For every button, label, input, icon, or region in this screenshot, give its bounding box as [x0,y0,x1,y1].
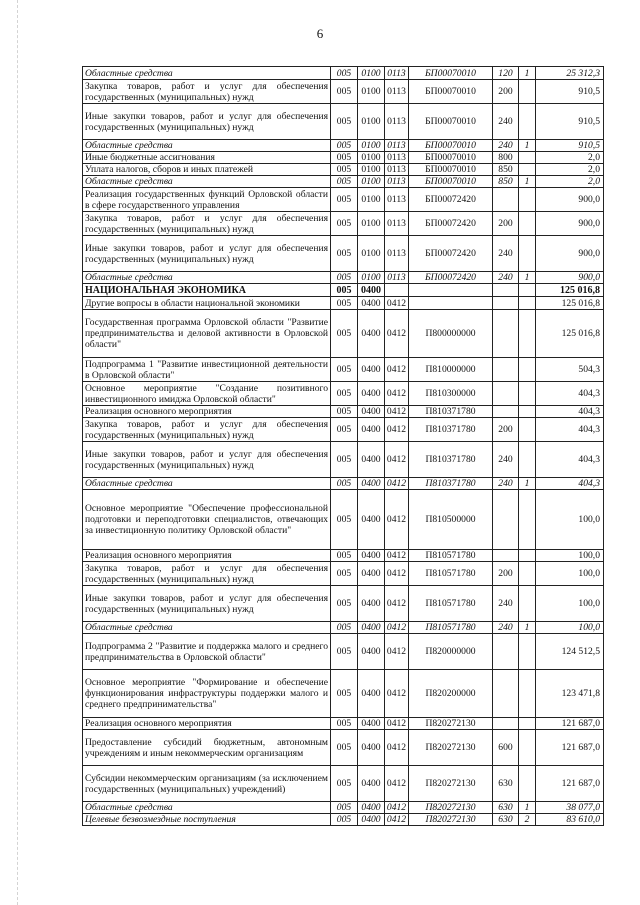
cell-section: 0400 [358,406,385,418]
cell-department: 005 [331,418,358,442]
cell-section: 0400 [358,442,385,478]
cell-section: 0400 [358,550,385,562]
cell-expense-type [493,670,519,718]
cell-source: 1 [519,478,536,490]
cell-subsection: 0113 [385,236,409,272]
cell-section: 0400 [358,297,385,310]
table-row [83,80,604,104]
cell-target-article: П810571780 [409,586,493,622]
cell-expense-type: 630 [493,814,519,826]
cell-name: Областные средства [83,272,331,284]
cell-department: 005 [331,670,358,718]
table-row [83,490,604,550]
cell-source [519,212,536,236]
cell-subsection: 0412 [385,802,409,814]
cell-target-article: БП00070010 [409,164,493,176]
table-row [83,670,604,718]
cell-section: 0100 [358,236,385,272]
cell-amount: 100,0 [536,550,604,562]
cell-source [519,490,536,550]
table-row [83,634,604,670]
cell-section: 0100 [358,188,385,212]
cell-section: 0100 [358,104,385,140]
cell-department: 005 [331,382,358,406]
table-row [83,67,604,80]
cell-department: 005 [331,188,358,212]
cell-source [519,284,536,297]
cell-amount: 404,3 [536,478,604,490]
cell-department: 005 [331,284,358,297]
cell-section: 0400 [358,478,385,490]
cell-amount: 100,0 [536,586,604,622]
cell-subsection: 0113 [385,212,409,236]
cell-source [519,550,536,562]
cell-amount: 900,0 [536,272,604,284]
cell-name: НАЦИОНАЛЬНАЯ ЭКОНОМИКА [83,284,331,297]
cell-expense-type: 800 [493,152,519,164]
cell-amount: 25 312,3 [536,67,604,80]
cell-department: 005 [331,104,358,140]
cell-source [519,418,536,442]
cell-section: 0400 [358,382,385,406]
table-row [83,140,604,152]
cell-expense-type: 630 [493,802,519,814]
cell-department: 005 [331,358,358,382]
cell-expense-type [493,382,519,406]
cell-name: Иные закупки товаров, работ и услуг для обеспечения государственных (муниципальных) нужд [83,442,331,478]
cell-target-article: П820272130 [409,802,493,814]
cell-amount: 404,3 [536,442,604,478]
cell-amount: 38 077,0 [536,802,604,814]
cell-department: 005 [331,586,358,622]
cell-source: 1 [519,622,536,634]
cell-subsection [385,284,409,297]
cell-source [519,80,536,104]
cell-department: 005 [331,766,358,802]
cell-department: 005 [331,176,358,188]
cell-department: 005 [331,634,358,670]
cell-department: 005 [331,67,358,80]
cell-source [519,406,536,418]
cell-name: Другие вопросы в области национальной экономики [83,297,331,310]
table-row [83,176,604,188]
cell-amount: 2,0 [536,164,604,176]
cell-source [519,164,536,176]
cell-target-article: П820272130 [409,730,493,766]
cell-subsection: 0412 [385,297,409,310]
cell-amount: 504,3 [536,358,604,382]
cell-amount: 100,0 [536,562,604,586]
cell-amount: 900,0 [536,212,604,236]
cell-source [519,152,536,164]
cell-subsection: 0113 [385,188,409,212]
cell-amount: 404,3 [536,406,604,418]
cell-name: Реализация основного мероприятия [83,718,331,730]
cell-department: 005 [331,802,358,814]
cell-section: 0400 [358,562,385,586]
cell-section: 0400 [358,490,385,550]
cell-section: 0100 [358,176,385,188]
cell-name: Областные средства [83,802,331,814]
table-row [83,718,604,730]
cell-target-article: П820000000 [409,634,493,670]
cell-expense-type: 240 [493,478,519,490]
cell-expense-type [493,406,519,418]
cell-section: 0400 [358,766,385,802]
cell-name: Областные средства [83,622,331,634]
table-row [83,766,604,802]
cell-source [519,562,536,586]
cell-name: Закупка товаров, работ и услуг для обеспечения государственных (муниципальных) нужд [83,80,331,104]
table-row [83,802,604,814]
table-row [83,188,604,212]
cell-name: Подпрограмма 1 "Развитие инвестиционной деятельности в Орловской области" [83,358,331,382]
cell-section: 0400 [358,622,385,634]
cell-section: 0400 [358,358,385,382]
cell-target-article: П810571780 [409,562,493,586]
cell-expense-type: 240 [493,586,519,622]
table-row [83,104,604,140]
cell-amount: 100,0 [536,490,604,550]
cell-source: 1 [519,67,536,80]
cell-subsection: 0412 [385,478,409,490]
cell-expense-type: 240 [493,104,519,140]
cell-name: Подпрограмма 2 "Развитие и поддержка малого и среднего предпринимательства в Орловской области" [83,634,331,670]
cell-expense-type [493,284,519,297]
cell-section: 0400 [358,718,385,730]
cell-expense-type: 240 [493,140,519,152]
cell-department: 005 [331,297,358,310]
cell-subsection: 0113 [385,104,409,140]
cell-target-article: БП00072420 [409,272,493,284]
cell-expense-type [493,188,519,212]
cell-source [519,358,536,382]
cell-department: 005 [331,80,358,104]
cell-target-article: П810000000 [409,358,493,382]
cell-source [519,718,536,730]
cell-subsection: 0412 [385,814,409,826]
cell-expense-type: 240 [493,442,519,478]
cell-source: 1 [519,272,536,284]
cell-name: Закупка товаров, работ и услуг для обеспечения государственных (муниципальных) нужд [83,212,331,236]
cell-name: Реализация основного мероприятия [83,406,331,418]
cell-name: Государственная программа Орловской области "Развитие предпринимательства и деловой активности в Орловской области" [83,310,331,358]
cell-target-article: БП00070010 [409,104,493,140]
table-row [83,442,604,478]
cell-target-article: П810371780 [409,406,493,418]
cell-expense-type: 630 [493,766,519,802]
cell-source [519,297,536,310]
cell-expense-type: 240 [493,236,519,272]
cell-section: 0100 [358,272,385,284]
cell-amount: 124 512,5 [536,634,604,670]
cell-section: 0400 [358,670,385,718]
cell-amount: 910,5 [536,104,604,140]
cell-source [519,236,536,272]
cell-source: 2 [519,814,536,826]
cell-target-article: П810371780 [409,418,493,442]
cell-expense-type: 850 [493,164,519,176]
cell-name: Закупка товаров, работ и услуг для обеспечения государственных (муниципальных) нужд [83,562,331,586]
cell-amount: 2,0 [536,152,604,164]
cell-section: 0400 [358,418,385,442]
cell-source [519,730,536,766]
cell-target-article: БП00072420 [409,236,493,272]
table-row [83,730,604,766]
cell-section: 0100 [358,152,385,164]
cell-section: 0100 [358,80,385,104]
cell-name: Предоставление субсидий бюджетным, автономным учреждениям и иным некоммерческим организациям [83,730,331,766]
cell-subsection: 0412 [385,406,409,418]
cell-amount: 83 610,0 [536,814,604,826]
cell-department: 005 [331,718,358,730]
binding-margin-line [17,0,18,905]
cell-name: Областные средства [83,478,331,490]
cell-subsection: 0113 [385,67,409,80]
cell-source [519,104,536,140]
cell-subsection: 0412 [385,562,409,586]
cell-subsection: 0412 [385,586,409,622]
cell-name: Целевые безвозмездные поступления [83,814,331,826]
cell-expense-type: 120 [493,67,519,80]
cell-source [519,442,536,478]
cell-department: 005 [331,140,358,152]
cell-name: Иные закупки товаров, работ и услуг для обеспечения государственных (муниципальных) нужд [83,236,331,272]
table-row [83,212,604,236]
cell-target-article: БП00072420 [409,212,493,236]
table-row [83,478,604,490]
cell-subsection: 0412 [385,418,409,442]
cell-amount: 121 687,0 [536,730,604,766]
cell-name: Субсидии некоммерческим организациям (за исключением государственных (муниципальных) учреждений) [83,766,331,802]
cell-amount: 910,5 [536,140,604,152]
budget-table-body [83,67,604,826]
cell-amount: 900,0 [536,188,604,212]
cell-department: 005 [331,490,358,550]
table-row [83,814,604,826]
cell-expense-type: 600 [493,730,519,766]
cell-section: 0400 [358,730,385,766]
cell-source [519,766,536,802]
cell-target-article: П810300000 [409,382,493,406]
cell-target-article: П810371780 [409,478,493,490]
cell-name: Реализация государственных функций Орловской области в сфере государственного управления [83,188,331,212]
cell-subsection: 0113 [385,164,409,176]
cell-section: 0400 [358,802,385,814]
cell-section: 0100 [358,67,385,80]
cell-amount: 123 471,8 [536,670,604,718]
table-row [83,284,604,297]
cell-name: Основное мероприятие "Создание позитивного инвестиционного имиджа Орловской области" [83,382,331,406]
cell-section: 0400 [358,310,385,358]
cell-target-article: П820272130 [409,766,493,802]
cell-expense-type [493,297,519,310]
cell-department: 005 [331,310,358,358]
cell-department: 005 [331,730,358,766]
table-row [83,562,604,586]
cell-subsection: 0113 [385,152,409,164]
budget-table [82,66,604,826]
cell-target-article: П820200000 [409,670,493,718]
cell-department: 005 [331,152,358,164]
cell-target-article: П820272130 [409,718,493,730]
cell-source: 1 [519,140,536,152]
table-row [83,272,604,284]
cell-target-article: П820272130 [409,814,493,826]
cell-department: 005 [331,442,358,478]
cell-target-article [409,297,493,310]
cell-name: Реализация основного мероприятия [83,550,331,562]
table-row [83,406,604,418]
cell-subsection: 0412 [385,310,409,358]
cell-amount: 404,3 [536,418,604,442]
cell-amount: 121 687,0 [536,766,604,802]
cell-department: 005 [331,622,358,634]
cell-department: 005 [331,272,358,284]
cell-expense-type [493,718,519,730]
cell-amount: 2,0 [536,176,604,188]
cell-name: Иные бюджетные ассигнования [83,152,331,164]
cell-department: 005 [331,212,358,236]
cell-name: Закупка товаров, работ и услуг для обеспечения государственных (муниципальных) нужд [83,418,331,442]
cell-target-article: БП00070010 [409,67,493,80]
table-row [83,310,604,358]
cell-name: Основное мероприятие "Формирование и обеспечение функционирования инфраструктуры поддержки малого и среднего предпринимательства" [83,670,331,718]
cell-source [519,670,536,718]
cell-department: 005 [331,236,358,272]
cell-target-article: П810371780 [409,442,493,478]
cell-expense-type [493,358,519,382]
cell-target-article: БП00072420 [409,188,493,212]
cell-amount: 100,0 [536,622,604,634]
cell-source: 1 [519,802,536,814]
cell-section: 0400 [358,284,385,297]
cell-section: 0400 [358,634,385,670]
cell-section: 0100 [358,140,385,152]
cell-subsection: 0113 [385,176,409,188]
cell-source [519,382,536,406]
cell-subsection: 0412 [385,490,409,550]
cell-department: 005 [331,164,358,176]
cell-source: 1 [519,176,536,188]
cell-subsection: 0412 [385,442,409,478]
cell-source [519,188,536,212]
cell-target-article: П810500000 [409,490,493,550]
cell-department: 005 [331,562,358,586]
cell-subsection: 0412 [385,670,409,718]
cell-name: Областные средства [83,67,331,80]
cell-target-article: П810571780 [409,622,493,634]
cell-expense-type: 200 [493,80,519,104]
cell-department: 005 [331,406,358,418]
cell-department: 005 [331,478,358,490]
cell-target-article: БП00070010 [409,176,493,188]
table-row [83,164,604,176]
cell-amount: 121 687,0 [536,718,604,730]
table-row [83,550,604,562]
table-row [83,418,604,442]
cell-section: 0400 [358,586,385,622]
cell-subsection: 0412 [385,382,409,406]
table-row [83,297,604,310]
cell-expense-type [493,310,519,358]
table-row [83,622,604,634]
cell-subsection: 0412 [385,550,409,562]
table-row [83,152,604,164]
cell-expense-type: 240 [493,622,519,634]
cell-subsection: 0412 [385,766,409,802]
cell-section: 0100 [358,164,385,176]
cell-target-article: П800000000 [409,310,493,358]
cell-expense-type: 240 [493,272,519,284]
cell-subsection: 0113 [385,80,409,104]
cell-source [519,586,536,622]
cell-name: Уплата налогов, сборов и иных платежей [83,164,331,176]
table-row [83,236,604,272]
cell-subsection: 0113 [385,140,409,152]
cell-expense-type: 200 [493,418,519,442]
cell-amount: 404,3 [536,382,604,406]
cell-name: Областные средства [83,140,331,152]
cell-expense-type: 200 [493,562,519,586]
cell-amount: 125 016,8 [536,297,604,310]
cell-subsection: 0412 [385,634,409,670]
table-row [83,358,604,382]
cell-name: Областные средства [83,176,331,188]
cell-section: 0400 [358,814,385,826]
cell-expense-type: 850 [493,176,519,188]
cell-target-article: БП00070010 [409,152,493,164]
cell-subsection: 0412 [385,358,409,382]
cell-source [519,310,536,358]
cell-department: 005 [331,550,358,562]
cell-amount: 910,5 [536,80,604,104]
page-number: 6 [316,26,324,41]
cell-subsection: 0412 [385,718,409,730]
cell-target-article: БП00070010 [409,80,493,104]
cell-subsection: 0412 [385,622,409,634]
cell-department: 005 [331,814,358,826]
cell-target-article: П810571780 [409,550,493,562]
cell-subsection: 0412 [385,730,409,766]
cell-expense-type [493,550,519,562]
cell-target-article [409,284,493,297]
cell-name: Иные закупки товаров, работ и услуг для обеспечения государственных (муниципальных) нужд [83,586,331,622]
cell-source [519,634,536,670]
cell-target-article: БП00070010 [409,140,493,152]
cell-expense-type [493,634,519,670]
table-row [83,382,604,406]
cell-name: Основное мероприятие "Обеспечение профессиональной подготовки и переподготовки специалистов, отвечающих за инвестиционную политику Орловской области" [83,490,331,550]
table-row [83,586,604,622]
cell-amount: 125 016,8 [536,310,604,358]
cell-expense-type [493,490,519,550]
cell-amount: 900,0 [536,236,604,272]
cell-name: Иные закупки товаров, работ и услуг для обеспечения государственных (муниципальных) нужд [83,104,331,140]
cell-expense-type: 200 [493,212,519,236]
cell-section: 0100 [358,212,385,236]
cell-amount: 125 016,8 [536,284,604,297]
cell-subsection: 0113 [385,272,409,284]
